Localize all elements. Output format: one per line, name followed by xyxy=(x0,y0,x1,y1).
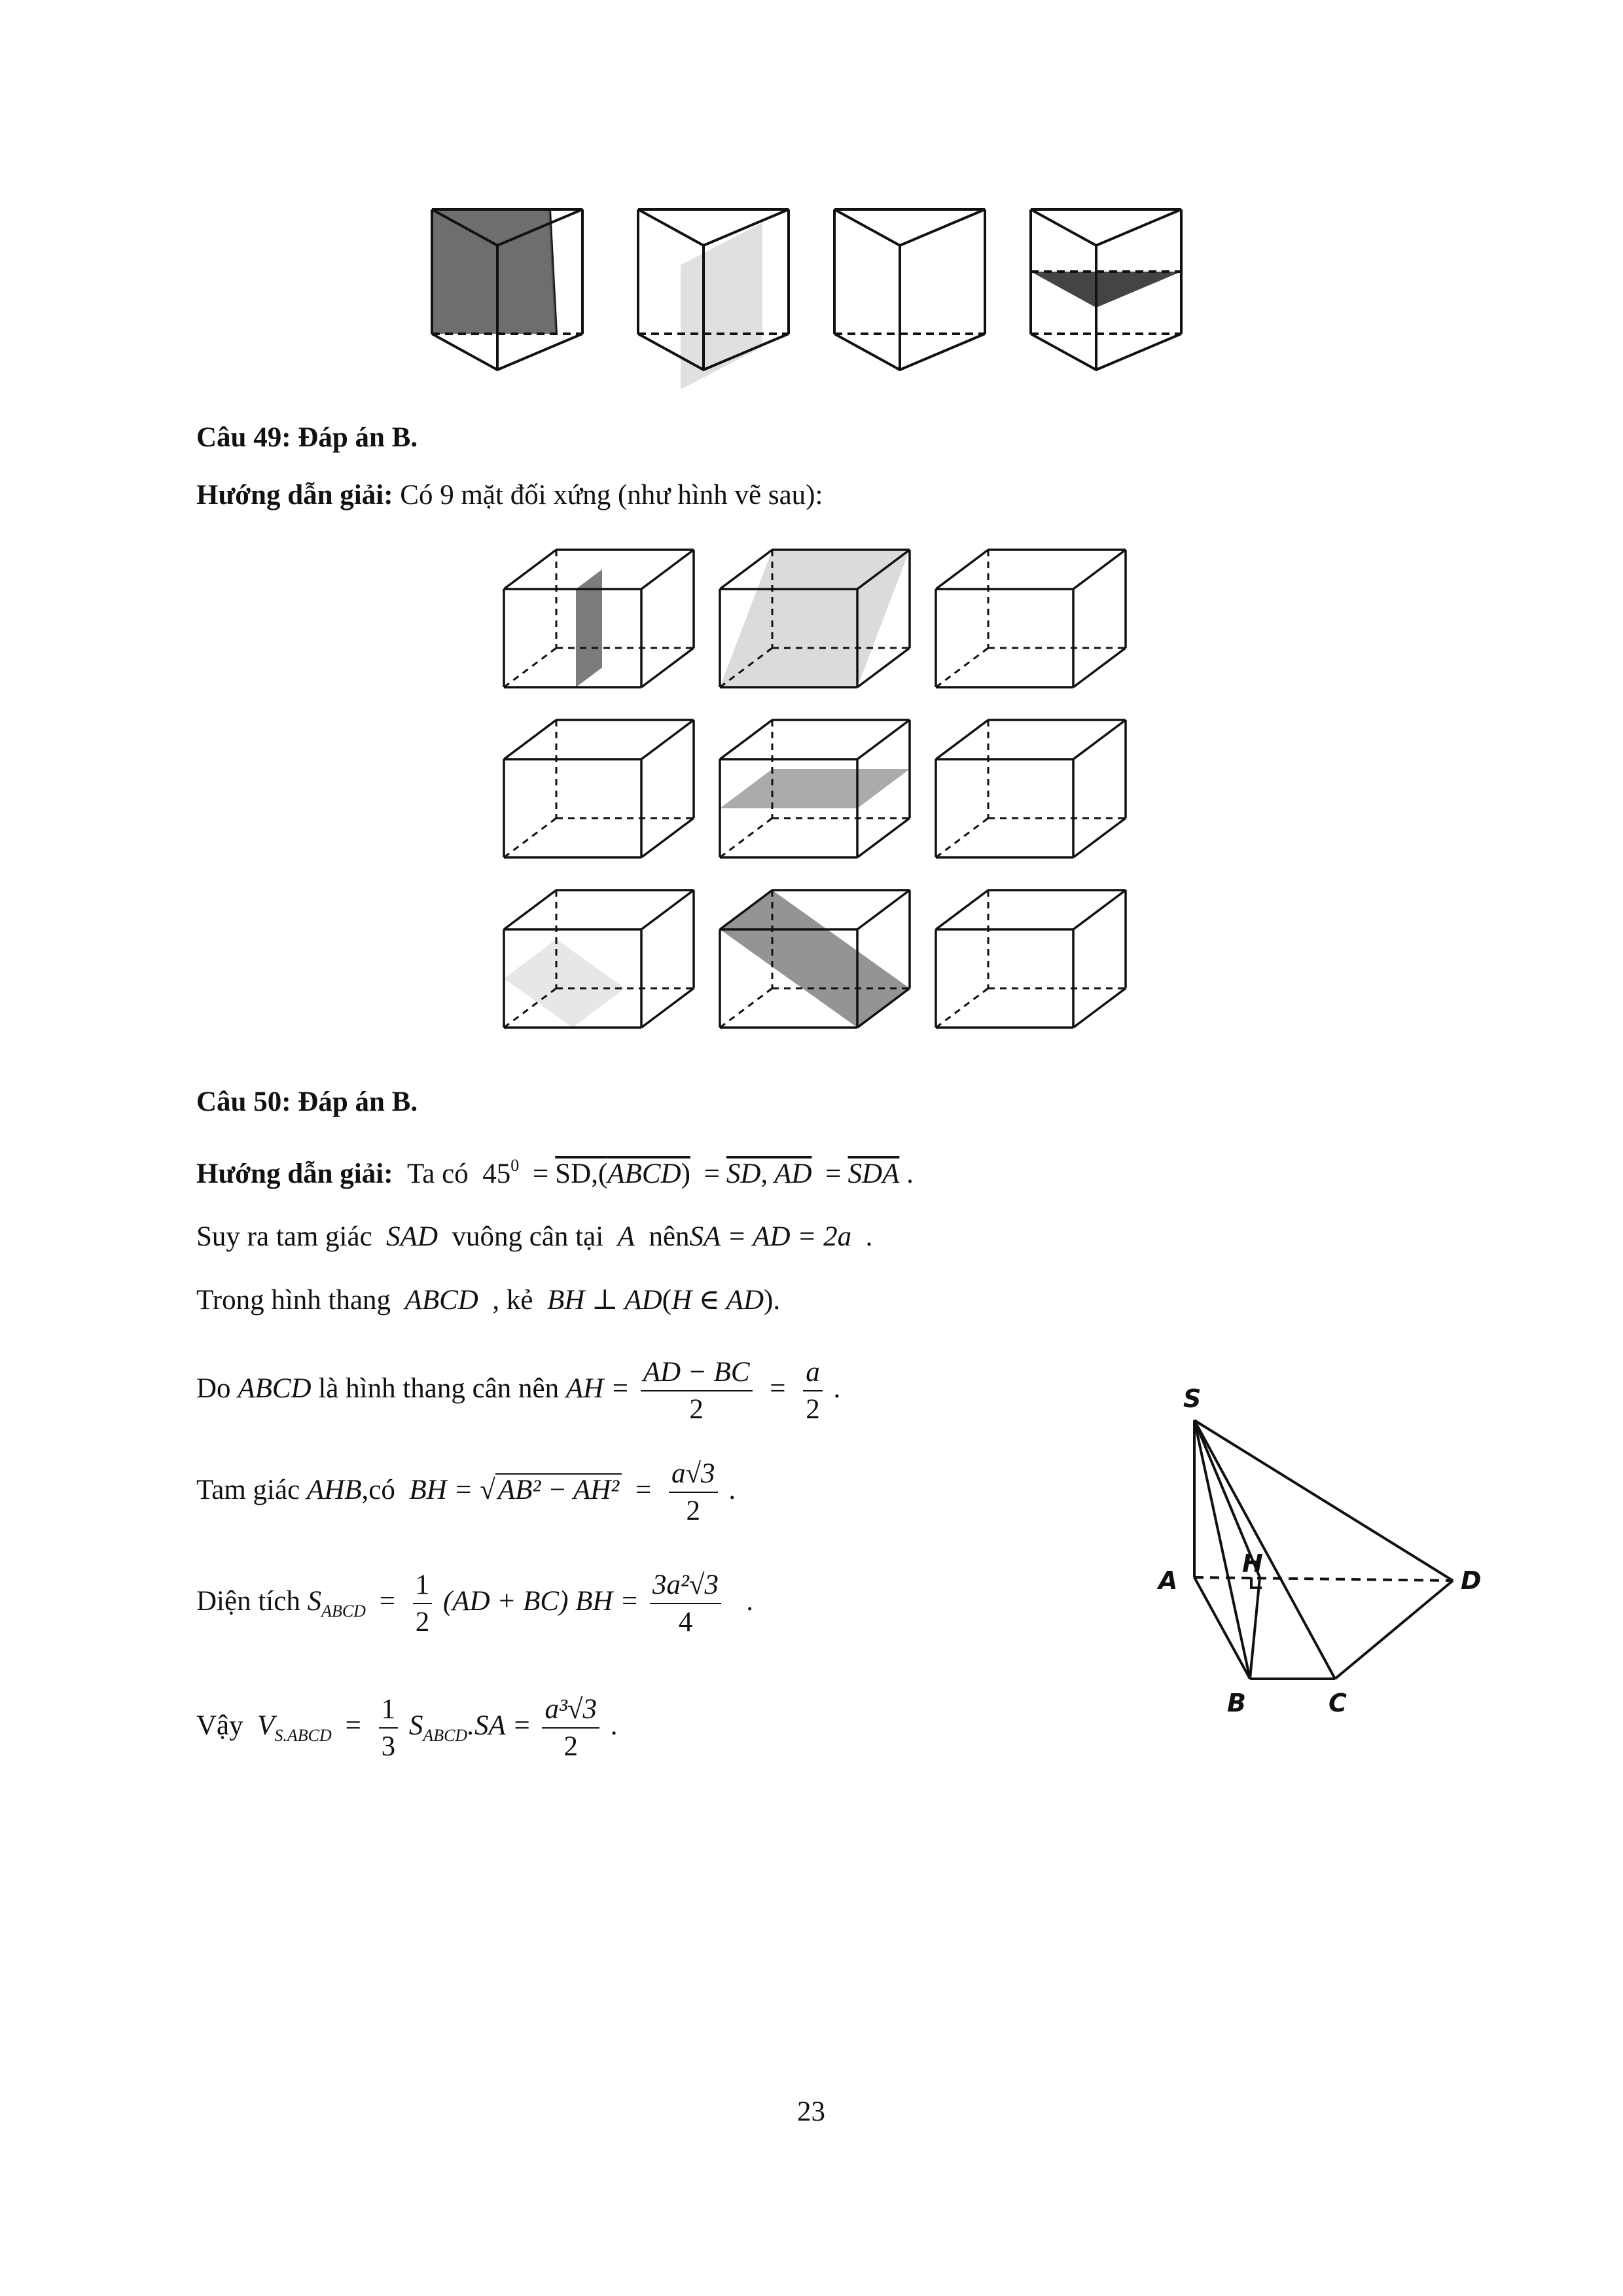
line4-num2: a xyxy=(803,1358,823,1391)
q50-hint-label: Hướng dẫn giải: xyxy=(196,1158,393,1189)
line7-ssub: ABCD xyxy=(423,1725,468,1745)
line1-b: ABCD xyxy=(607,1158,681,1189)
line7-s: S xyxy=(408,1710,423,1741)
line2-pt: A xyxy=(617,1221,635,1252)
line3-paren: H ∈ AD xyxy=(671,1285,764,1316)
q50-heading: Câu 50: Đáp án B. xyxy=(196,1086,418,1117)
line1-pre: Ta có xyxy=(407,1158,469,1189)
line7-num2: a³√3 xyxy=(542,1695,599,1729)
prism-3 xyxy=(834,209,985,370)
line7-vsub: S.ABCD xyxy=(274,1725,332,1745)
box-8 xyxy=(720,890,910,1028)
line7-den2: 2 xyxy=(563,1731,578,1762)
line3-eq: BH ⊥ AD xyxy=(546,1285,662,1316)
boxes-figure xyxy=(491,530,1145,1054)
label-C: C xyxy=(1329,1689,1347,1717)
line4-den1: 2 xyxy=(689,1394,704,1425)
prism-2 xyxy=(638,209,789,389)
line7-num1: 1 xyxy=(379,1695,399,1729)
box-7 xyxy=(504,890,694,1028)
line3-end: . xyxy=(773,1285,781,1316)
box-9 xyxy=(936,890,1126,1028)
line6-end: . xyxy=(746,1585,753,1617)
box-3 xyxy=(936,550,1126,687)
prism-4 xyxy=(1031,209,1181,370)
q50-line4: Do ABCD là hình thang cân nên AH = $\frac{AD - BC}{2}$ = $\frac{a}{2}$ . xyxy=(196,1357,841,1425)
line6-sub: ABCD xyxy=(321,1601,366,1621)
line6-den2: 4 xyxy=(678,1607,693,1638)
line5-lhs: BH = xyxy=(409,1474,473,1505)
q49-hint xyxy=(196,481,823,509)
q50-line5: Tam giác AHB,có BH = √AB² − AH² = $\frac{a√3}{2}$ . xyxy=(196,1458,736,1526)
q50-line3: Trong hình thang ABCD , kẻ BH ⊥ AD(H ∈ AD). xyxy=(196,1285,781,1316)
line1-a: SD, xyxy=(555,1158,598,1189)
box-5 xyxy=(720,720,910,857)
q49-hint-text: Có 9 mặt đối xứng (như hình vẽ sau): xyxy=(393,480,823,511)
prism-1 xyxy=(432,209,582,370)
line6-pre: Diện tích xyxy=(196,1585,300,1617)
line6-num1: 1 xyxy=(413,1571,433,1604)
line7-end: . xyxy=(610,1710,618,1741)
line5-tri: AHB xyxy=(306,1474,362,1505)
line6-s: S xyxy=(307,1585,322,1617)
line3-mid: , kẻ xyxy=(492,1285,533,1316)
line7-den1: 3 xyxy=(381,1731,396,1762)
line1-c: SD, AD xyxy=(726,1158,812,1189)
line7-mid: .SA = xyxy=(467,1710,531,1741)
line4-end: . xyxy=(833,1372,841,1404)
box-1 xyxy=(504,550,694,687)
line6-den1: 2 xyxy=(415,1607,430,1638)
line2-end: . xyxy=(865,1221,873,1252)
line5-end: . xyxy=(728,1474,736,1505)
line4-num1: AD − BC xyxy=(641,1358,753,1391)
line4-shape: ABCD xyxy=(238,1372,312,1404)
line7-pre: Vậy xyxy=(196,1710,243,1741)
q50-line1: Hướng dẫn giải: Ta có $45^0$ = SD,(ABCD) = SD, AD = $\overline{SDA}$ . xyxy=(196,1156,914,1189)
line5-den: 2 xyxy=(686,1496,700,1526)
box-6 xyxy=(936,720,1126,857)
prisms-figure xyxy=(419,193,1243,403)
q50-line7: Vậy $V_{S.ABCD}$ = $\frac{1}{3}$ $S_{ABCD}.SA$ = $\frac{\text{a³√3}}{2}$ . xyxy=(196,1694,618,1762)
line4-mid: là hình thang cân nên xyxy=(318,1372,560,1404)
label-S: S xyxy=(1183,1384,1202,1413)
label-H: H xyxy=(1242,1549,1263,1578)
line6-mid: (AD + BC) BH = xyxy=(442,1585,639,1617)
line6-num2: 3a²√3 xyxy=(650,1571,721,1604)
line4-pre: Do xyxy=(196,1372,231,1404)
line5-pre: Tam giác xyxy=(196,1474,300,1505)
line4-den2: 2 xyxy=(806,1394,820,1425)
line5-mid: ,có xyxy=(361,1474,395,1505)
box-4 xyxy=(504,720,694,857)
line2-eq: SA = AD = 2a xyxy=(689,1221,852,1252)
line1-end: . xyxy=(906,1158,914,1189)
line2-mid: vuông cân tại xyxy=(452,1221,604,1252)
label-D: D xyxy=(1461,1566,1482,1595)
label-B: B xyxy=(1227,1689,1246,1717)
line7-v: V xyxy=(257,1710,275,1741)
line5-rad: AB² − AH² xyxy=(495,1473,622,1505)
line3-shape: ABCD xyxy=(404,1285,478,1316)
line2-nen: nên xyxy=(649,1221,690,1252)
line1-deg: 45 xyxy=(482,1158,511,1189)
line4-lhs: AH = xyxy=(565,1372,630,1404)
line2-pre: Suy ra tam giác xyxy=(196,1221,372,1252)
page-number: 23 xyxy=(797,2096,825,2127)
q50-line6: Diện tích $S_{ABCD}$ = $\frac{1}{2}$ (AD + BC) BH = $\frac{\text{3a²√3}}{4}$ . xyxy=(196,1570,753,1638)
line1-sup: 0 xyxy=(510,1156,520,1175)
line1-d: $\overline{SDA}$ xyxy=(847,1158,900,1189)
q49-hint-label: Hướng dẫn giải: xyxy=(196,480,393,511)
q50-line2 xyxy=(196,1223,872,1251)
q49-heading: Câu 49: Đáp án B. xyxy=(196,422,418,453)
line5-num: a√3 xyxy=(669,1460,718,1493)
line2-tri: SAD xyxy=(386,1221,438,1252)
pyramid-figure xyxy=(1139,1381,1505,1728)
label-A: A xyxy=(1158,1566,1178,1595)
box-2 xyxy=(720,550,910,687)
line3-pre: Trong hình thang xyxy=(196,1285,391,1316)
